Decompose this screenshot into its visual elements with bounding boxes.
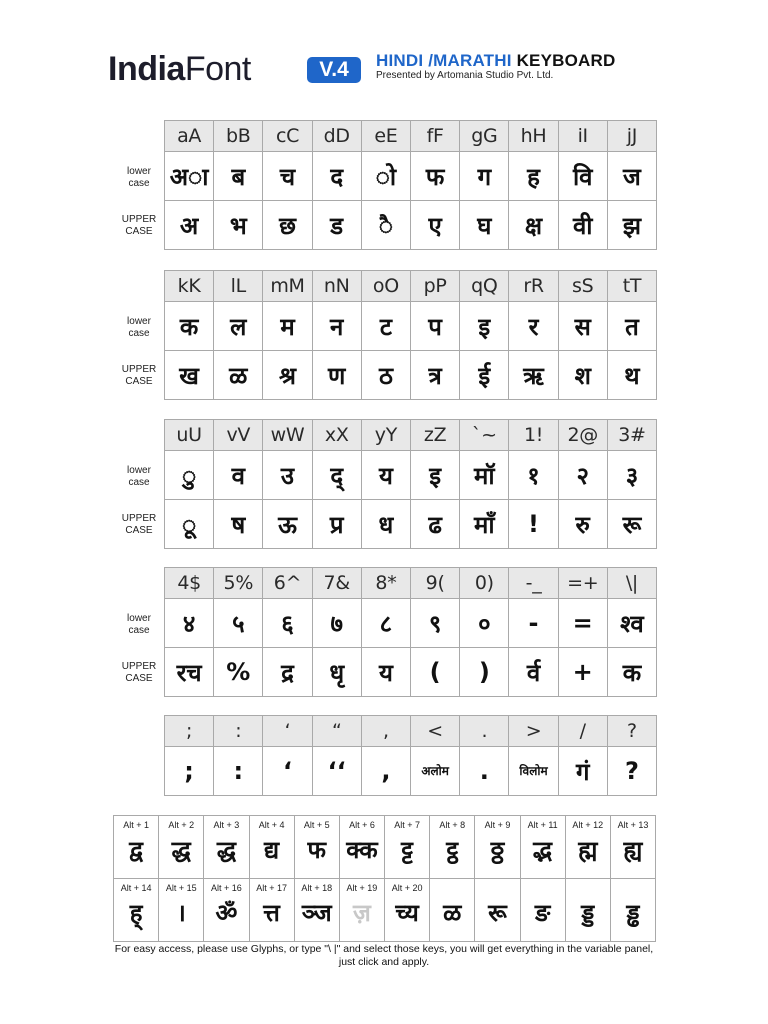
- glyph-cell: ऋ: [508, 351, 557, 399]
- alt-cell: [339, 879, 384, 941]
- glyph-cell: ९: [410, 599, 459, 647]
- glyph-cell: ख: [179, 361, 199, 390]
- upper-case-row: [165, 499, 656, 548]
- key-cell: 9(: [410, 568, 459, 598]
- glyph-cell: रु: [558, 500, 607, 548]
- alt-glyph: द्भ: [533, 836, 553, 864]
- glyph-cell: ई: [459, 351, 508, 399]
- glyph-cell: वि: [558, 152, 607, 200]
- glyph-cell: ?: [607, 747, 656, 795]
- alt-glyph: ह्: [129, 899, 143, 927]
- glyph-cell: य: [361, 648, 410, 696]
- key-cell: :: [213, 716, 262, 746]
- glyph-cell: ै: [361, 201, 410, 249]
- glyph-cell: व: [213, 451, 262, 499]
- key-cell: cC: [262, 121, 311, 151]
- label-line: lower: [127, 316, 151, 327]
- keyboard-title: [376, 52, 615, 70]
- glyph-cell: श: [558, 351, 607, 399]
- key-cell: lL: [213, 271, 262, 301]
- glyph-cell: ‘‘: [312, 747, 361, 795]
- key-section: [164, 120, 657, 250]
- alt-glyph: त्त: [263, 899, 280, 927]
- alt-cell: [339, 816, 384, 878]
- alt-key-label: Alt + 1: [123, 820, 149, 830]
- label-line: CASE: [125, 525, 153, 536]
- glyph-cell: ऊ: [262, 500, 311, 548]
- footer-note: For easy access, please use Glyphs, or type "\ |" and select those keys, you will get everything in the variable panel, just click and apply.: [114, 943, 654, 968]
- key-cell: vV: [213, 420, 262, 450]
- glyph-cell: ए: [410, 201, 459, 249]
- glyph-cell: य: [361, 451, 410, 499]
- glyph-cell: ड: [312, 201, 361, 249]
- glyph-cell: ०: [459, 599, 508, 647]
- glyph-cell: ब: [213, 152, 262, 200]
- label-line: UPPER: [121, 661, 157, 672]
- glyph-cell: इ: [410, 451, 459, 499]
- label-line: lower: [127, 166, 151, 177]
- key-section: [164, 270, 657, 400]
- glyph-cell: प्र: [312, 500, 361, 548]
- glyph-cell: =: [558, 599, 607, 647]
- key-section: [164, 715, 657, 796]
- lower-case-label: [110, 316, 168, 340]
- glyph-cell: अ: [179, 211, 199, 240]
- glyph-cell: विलोम: [508, 747, 557, 795]
- label-line: CASE: [125, 673, 153, 684]
- label-line: lower: [127, 613, 151, 624]
- alt-cell: [203, 879, 248, 941]
- key-cell: <: [410, 716, 459, 746]
- alt-cell: [249, 879, 294, 941]
- glyph-cell: र: [508, 302, 557, 350]
- lower-case-label: [110, 166, 168, 190]
- key-row: [165, 121, 656, 151]
- label-line: UPPER: [121, 513, 157, 524]
- glyph-cell: ४: [182, 609, 196, 638]
- glyph-cell: ८: [361, 599, 410, 647]
- glyph-cell: द्र: [262, 648, 311, 696]
- glyph-cell: श्र: [262, 351, 311, 399]
- key-cell: jJ: [607, 121, 656, 151]
- glyph-cell: इ: [459, 302, 508, 350]
- alt-row: [114, 878, 655, 941]
- alt-cell: [429, 816, 474, 878]
- key-cell: eE: [361, 121, 410, 151]
- label-line: CASE: [125, 226, 153, 237]
- glyph-cell: भ: [213, 201, 262, 249]
- glyph-cell: अा: [169, 162, 209, 191]
- glyph-cell: ल: [213, 302, 262, 350]
- lower-case-row: [165, 450, 656, 499]
- glyph-cell: ५: [213, 599, 262, 647]
- glyph-cell: क: [607, 648, 656, 696]
- key-row: [165, 420, 656, 450]
- key-cell: =+: [558, 568, 607, 598]
- glyph-cell: २: [558, 451, 607, 499]
- alt-glyph: ट्ठ: [446, 836, 459, 864]
- label-line: case: [128, 477, 150, 488]
- key-cell: yY: [361, 420, 410, 450]
- glyph-cell: मॉं: [459, 500, 508, 548]
- alt-key-label: [451, 882, 454, 894]
- alt-key-label: Alt + 3: [213, 820, 240, 830]
- alt-cell: [565, 879, 610, 941]
- key-row: [165, 568, 656, 598]
- glyph-cell: .: [459, 747, 508, 795]
- alt-row: [114, 816, 655, 878]
- alt-key-label: Alt + 20: [391, 883, 423, 893]
- key-cell: ,: [361, 716, 410, 746]
- label-line: UPPER: [121, 364, 157, 375]
- upper-case-label: [110, 513, 168, 537]
- alt-key-label: Alt + 7: [394, 820, 420, 830]
- brand-name-light: Font: [184, 50, 251, 88]
- key-cell: wW: [262, 420, 311, 450]
- key-cell: zZ: [410, 420, 459, 450]
- lower-case-label: [110, 465, 168, 489]
- glyph-cell: द्: [312, 451, 361, 499]
- alt-cell: [294, 879, 339, 941]
- alt-key-label: Alt + 16: [211, 883, 242, 893]
- upper-case-label: [110, 661, 168, 685]
- key-cell: hH: [508, 121, 557, 151]
- glyph-cell: त: [607, 302, 656, 350]
- alt-key-label: Alt + 5: [303, 820, 330, 830]
- key-cell: 6^: [262, 568, 311, 598]
- key-cell: pP: [410, 271, 459, 301]
- alt-key-label: Alt + 2: [168, 820, 195, 830]
- header: [108, 48, 668, 90]
- glyph-cell: छ: [262, 201, 311, 249]
- glyph-cell: प: [410, 302, 459, 350]
- glyph-cell: रू: [607, 500, 656, 548]
- alt-cell: [610, 816, 655, 878]
- glyph-cell: ३: [607, 451, 656, 499]
- label-line: CASE: [125, 376, 153, 387]
- key-cell: tT: [607, 271, 656, 301]
- alt-cell: [520, 816, 565, 878]
- glyph-cell: त्र: [410, 351, 459, 399]
- glyph-cell: मॉ: [459, 451, 508, 499]
- alt-cell: [474, 816, 519, 878]
- alt-cell: [158, 816, 203, 878]
- alt-glyph: ळ: [443, 899, 462, 927]
- glyph-cell: ो: [361, 152, 410, 200]
- glyph-cell: ): [459, 648, 508, 696]
- alt-cell: [565, 816, 610, 878]
- alt-glyph: क्क: [346, 836, 378, 864]
- alt-glyph: द्ध: [171, 836, 191, 864]
- key-cell: 8*: [361, 568, 410, 598]
- key-cell: -_: [508, 568, 557, 598]
- key-cell: 7&: [312, 568, 361, 598]
- glyph-cell: फ: [410, 152, 459, 200]
- alt-key-label: Alt + 6: [349, 820, 375, 830]
- alt-glyph: ड्ड: [581, 899, 595, 927]
- glyph-cell: !: [508, 500, 557, 548]
- glyph-cell: ‘: [262, 747, 311, 795]
- glyph-cell: द: [312, 152, 361, 200]
- upper-case-label: [110, 214, 168, 238]
- key-cell: aA: [177, 125, 202, 147]
- key-cell: >: [508, 716, 557, 746]
- key-cell: gG: [459, 121, 508, 151]
- alt-glyph: ठ्ठ: [490, 836, 505, 864]
- glyph-cell: -: [508, 599, 557, 647]
- alt-glyph: ञ्ज: [301, 899, 332, 927]
- glyph-cell: धृ: [312, 648, 361, 696]
- label-line: case: [128, 178, 150, 189]
- alt-cell: [114, 816, 158, 878]
- glyph-cell: ग: [459, 152, 508, 200]
- glyph-cell: न: [312, 302, 361, 350]
- alt-cell: [158, 879, 203, 941]
- alt-key-label: [541, 882, 544, 894]
- glyph-cell: ळ: [213, 351, 262, 399]
- glyph-cell: रच: [176, 658, 202, 687]
- title-block: [376, 52, 615, 81]
- version-badge: V.4: [307, 57, 361, 83]
- alt-key-label: Alt + 19: [346, 883, 378, 893]
- glyph-cell: क: [179, 312, 199, 341]
- key-section: [164, 419, 657, 549]
- label-line: case: [128, 625, 150, 636]
- glyph-cell: थ: [607, 351, 656, 399]
- glyph-cell: ढ: [410, 500, 459, 548]
- alt-key-label: Alt + 18: [301, 883, 333, 893]
- glyph-cell: ट: [361, 302, 410, 350]
- glyph-cell: ध: [361, 500, 410, 548]
- alt-cell: [384, 816, 429, 878]
- glyph-cell: अलोम: [410, 747, 459, 795]
- alt-glyph: द्य: [264, 836, 280, 864]
- alt-glyph: ॐ: [215, 899, 238, 927]
- alt-glyph: ज़: [353, 899, 371, 927]
- label-line: case: [128, 328, 150, 339]
- alt-cell: [294, 816, 339, 878]
- key-cell: fF: [410, 121, 459, 151]
- alt-cell: [249, 816, 294, 878]
- glyph-cell: ु: [181, 461, 197, 490]
- alt-key-label: Alt + 17: [256, 883, 287, 893]
- key-cell: ‘: [262, 716, 311, 746]
- glyph-cell: +: [558, 648, 607, 696]
- glyph-cell: (: [410, 648, 459, 696]
- alt-key-label: Alt + 12: [572, 820, 604, 830]
- alt-key-label: [632, 882, 635, 894]
- alt-glyph: च्य: [395, 899, 419, 927]
- alt-cell: [384, 879, 429, 941]
- glyph-cell: उ: [262, 451, 311, 499]
- alt-glyph: ह्य: [623, 836, 643, 864]
- key-cell: bB: [213, 121, 262, 151]
- glyph-cell: ठ: [361, 351, 410, 399]
- key-cell: kK: [177, 275, 201, 297]
- alt-key-label: Alt + 8: [439, 820, 466, 830]
- key-cell: sS: [558, 271, 607, 301]
- key-cell: “: [312, 716, 361, 746]
- key-cell: nN: [312, 271, 361, 301]
- upper-case-row: [165, 647, 656, 696]
- alt-key-label: Alt + 15: [165, 883, 197, 893]
- upper-case-row: [165, 350, 656, 399]
- alt-glyph: ङ: [534, 899, 551, 927]
- alt-cell: [429, 879, 474, 941]
- key-row: [165, 716, 656, 746]
- alt-key-label: [496, 882, 499, 894]
- glyph-cell: क्ष: [508, 201, 557, 249]
- alt-glyph: फ: [307, 836, 327, 864]
- alt-key-label: Alt + 9: [484, 820, 511, 830]
- alt-key-label: Alt + 11: [527, 820, 558, 830]
- glyph-cell: ू: [181, 510, 197, 539]
- key-cell: 2@: [558, 420, 607, 450]
- glyph-cell: ;: [184, 757, 194, 785]
- lower-case-row: [165, 746, 656, 795]
- lower-case-label: [110, 613, 168, 637]
- glyph-cell: ,: [361, 747, 410, 795]
- lower-case-row: [165, 301, 656, 350]
- glyph-cell: ह: [508, 152, 557, 200]
- key-cell: iI: [558, 121, 607, 151]
- glyph-cell: ण: [312, 351, 361, 399]
- brand-name-bold: India: [108, 50, 185, 88]
- alt-glyph: ।: [176, 899, 186, 927]
- glyph-cell: वी: [558, 201, 607, 249]
- key-cell: .: [459, 716, 508, 746]
- key-cell: ;: [186, 720, 193, 742]
- key-cell: 3#: [607, 420, 656, 450]
- alt-cell: [203, 816, 248, 878]
- key-cell: uU: [176, 424, 202, 446]
- glyph-cell: %: [213, 648, 262, 696]
- alt-glyph: ट्ट: [401, 836, 413, 864]
- glyph-cell: श्व: [607, 599, 656, 647]
- alt-glyph: द्व: [129, 836, 143, 864]
- alt-key-label: [587, 882, 590, 894]
- alt-key-label: Alt + 14: [120, 883, 152, 893]
- key-cell: xX: [312, 420, 361, 450]
- glyph-cell: स: [558, 302, 607, 350]
- alt-cell: [520, 879, 565, 941]
- alt-glyph: रू: [488, 899, 507, 927]
- glyph-cell: र्व: [508, 648, 557, 696]
- key-row: [165, 271, 656, 301]
- alt-glyph: ह्म: [578, 836, 598, 864]
- alt-cell: [610, 879, 655, 941]
- upper-case-label: [110, 364, 168, 388]
- glyph-cell: झ: [607, 201, 656, 249]
- glyph-cell: ज: [607, 152, 656, 200]
- key-cell: mM: [262, 271, 311, 301]
- key-cell: oO: [361, 271, 410, 301]
- brand-logo: [108, 50, 251, 89]
- glyph-cell: च: [262, 152, 311, 200]
- key-section: [164, 567, 657, 697]
- key-cell: 5%: [213, 568, 262, 598]
- alt-cell: [114, 879, 158, 941]
- key-cell: `~: [459, 420, 508, 450]
- key-cell: \|: [607, 568, 656, 598]
- glyph-cell: गं: [558, 747, 607, 795]
- upper-case-row: [165, 200, 656, 249]
- glyph-cell: ७: [312, 599, 361, 647]
- glyph-cell: :: [213, 747, 262, 795]
- glyph-cell: १: [508, 451, 557, 499]
- alt-shortcut-table: [113, 815, 656, 942]
- key-cell: /: [558, 716, 607, 746]
- key-cell: 0): [459, 568, 508, 598]
- glyph-cell: ६: [262, 599, 311, 647]
- glyph-cell: म: [262, 302, 311, 350]
- alt-key-label: Alt + 13: [617, 820, 649, 830]
- label-line: UPPER: [121, 214, 157, 225]
- alt-key-label: Alt + 4: [258, 820, 285, 830]
- key-cell: rR: [508, 271, 557, 301]
- presented-by: Presented by Artomania Studio Pvt. Ltd.: [376, 70, 554, 81]
- key-cell: ?: [607, 716, 656, 746]
- label-line: lower: [127, 465, 151, 476]
- alt-glyph: द्ध: [216, 836, 237, 864]
- language-title: HINDI /MARATHI: [376, 51, 512, 70]
- glyph-cell: घ: [459, 201, 508, 249]
- key-cell: 1!: [508, 420, 557, 450]
- alt-glyph: ड्ढ: [626, 899, 640, 927]
- key-cell: 4$: [177, 572, 201, 594]
- key-cell: qQ: [459, 271, 508, 301]
- lower-case-row: [165, 598, 656, 647]
- lower-case-row: [165, 151, 656, 200]
- key-cell: dD: [312, 121, 361, 151]
- glyph-cell: ष: [213, 500, 262, 548]
- alt-cell: [474, 879, 519, 941]
- keyboard-word: KEYBOARD: [516, 51, 616, 70]
